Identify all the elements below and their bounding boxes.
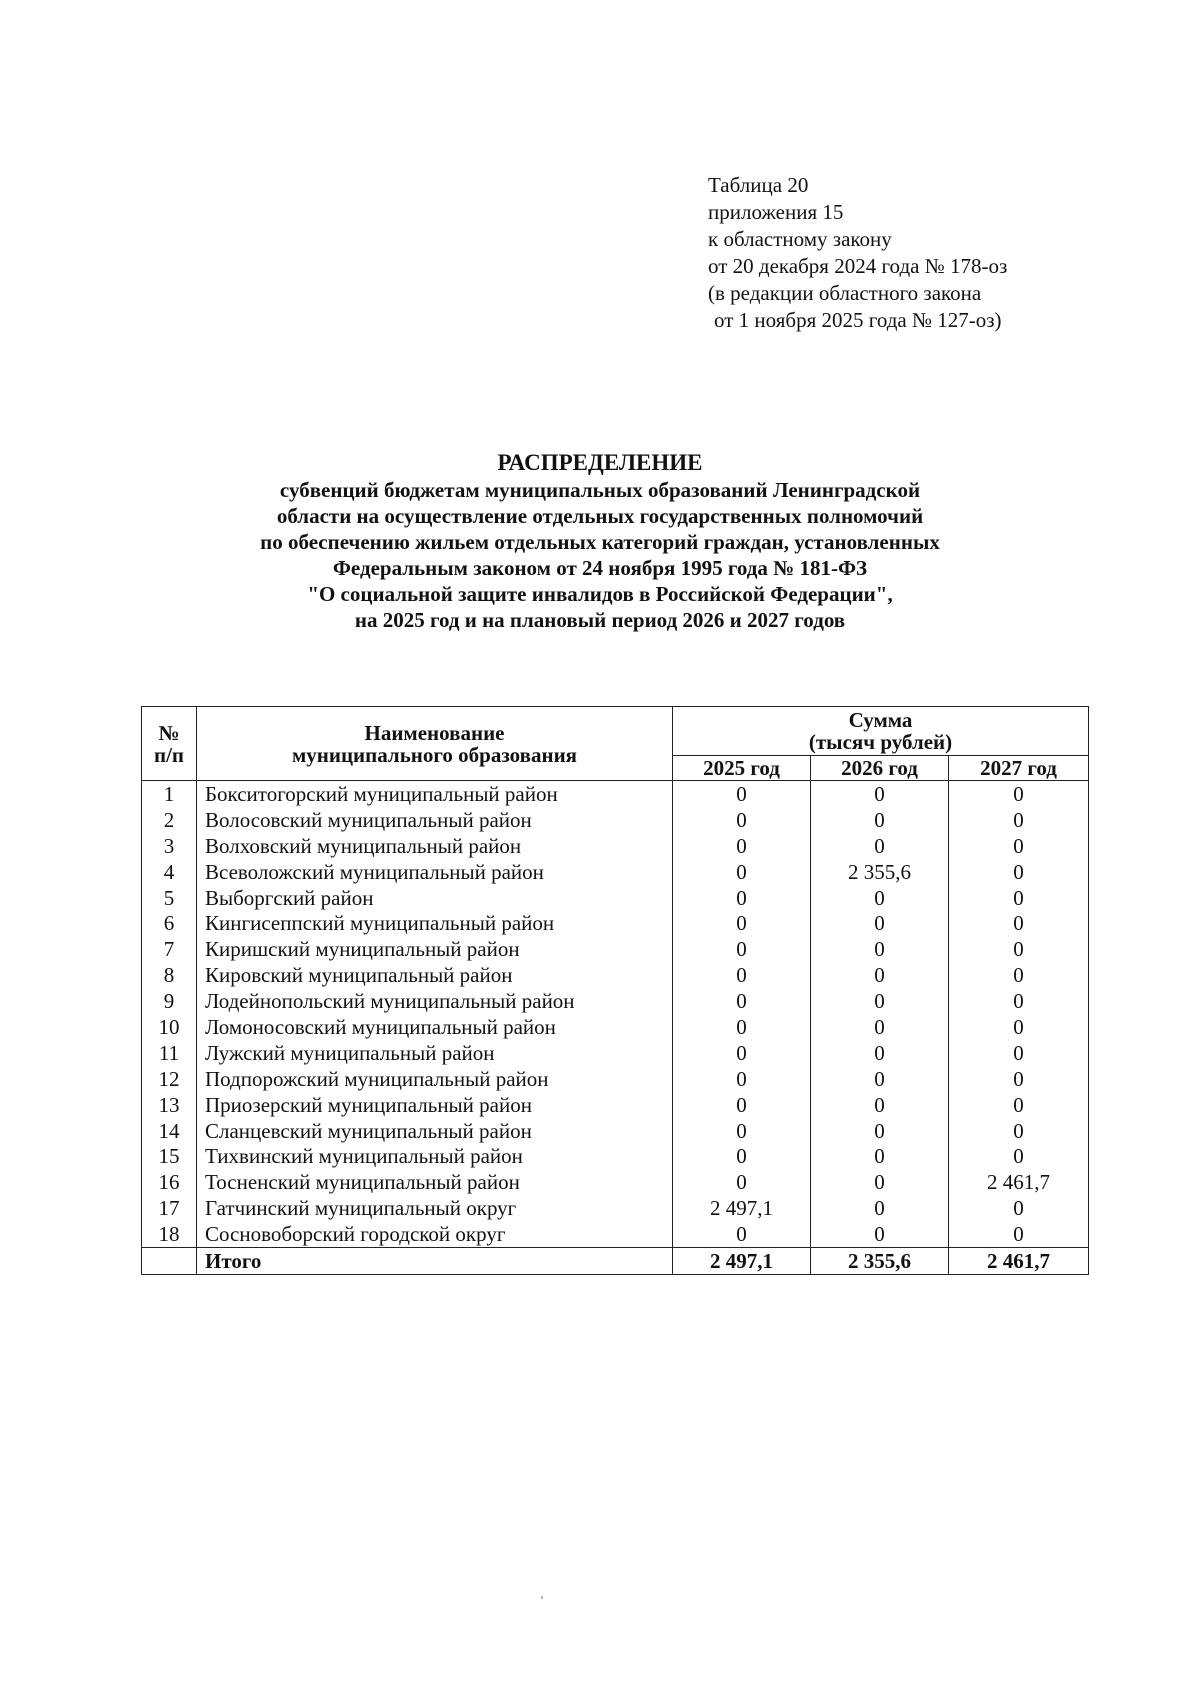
- row-sum-2027: 0: [949, 859, 1089, 885]
- row-sum-2026: 0: [811, 807, 949, 833]
- header-sum: [673, 707, 1089, 756]
- table-row: [142, 833, 1089, 859]
- row-sum-2026: 0: [811, 781, 949, 807]
- row-municipality: Тихвинский муниципальный район: [197, 1143, 673, 1169]
- table-row: [142, 781, 1089, 807]
- total-sum-2025: 2 497,1: [673, 1248, 811, 1275]
- total-number: [142, 1248, 197, 1275]
- row-municipality: Кингисеппский муниципальный район: [197, 910, 673, 936]
- row-number: 11: [142, 1040, 197, 1066]
- row-sum-2027: 0: [949, 833, 1089, 859]
- title-heading: РАСПРЕДЕЛЕНИЕ: [497, 450, 703, 475]
- row-sum-2027: 0: [949, 1092, 1089, 1118]
- row-sum-2027: 0: [949, 936, 1089, 962]
- table-row: [142, 1221, 1089, 1247]
- table-body: [142, 781, 1089, 1275]
- row-sum-2025: 0: [673, 1221, 811, 1247]
- row-municipality: Приозерский муниципальный район: [197, 1092, 673, 1118]
- title-line: субвенций бюджетам муниципальных образований Ленинградской: [279, 478, 921, 502]
- title-line: "О социальной защите инвалидов в Российской Федерации",: [307, 582, 893, 606]
- row-sum-2026: 0: [811, 988, 949, 1014]
- total-sum-2027: 2 461,7: [949, 1248, 1089, 1275]
- row-number: 1: [142, 781, 197, 807]
- row-sum-2027: 0: [949, 910, 1089, 936]
- row-municipality: Сосновоборский городской округ: [197, 1221, 673, 1247]
- row-sum-2026: 0: [811, 1169, 949, 1195]
- appendix-reference: [708, 172, 1007, 334]
- table-row: [142, 910, 1089, 936]
- appendix-line: от 20 декабря 2024 года № 178-оз: [708, 254, 1008, 278]
- table-row: [142, 1092, 1089, 1118]
- row-sum-2026: 0: [811, 833, 949, 859]
- row-sum-2025: 0: [673, 1092, 811, 1118]
- row-sum-2026: 0: [811, 885, 949, 911]
- appendix-line: (в редакции областного закона: [708, 281, 982, 305]
- row-number: 12: [142, 1066, 197, 1092]
- row-number: 3: [142, 833, 197, 859]
- row-number: 6: [142, 910, 197, 936]
- row-sum-2025: 0: [673, 1118, 811, 1144]
- header-year-2025: 2025 год: [673, 756, 811, 781]
- row-number: 2: [142, 807, 197, 833]
- row-sum-2025: 0: [673, 1143, 811, 1169]
- row-municipality: Лужский муниципальный район: [197, 1040, 673, 1066]
- row-number: 14: [142, 1118, 197, 1144]
- row-sum-2027: 0: [949, 1195, 1089, 1221]
- row-municipality: Волховский муниципальный район: [197, 833, 673, 859]
- row-sum-2027: 0: [949, 781, 1089, 807]
- title-line: области на осуществление отдельных государственных полномочий: [276, 504, 924, 528]
- row-number: 5: [142, 885, 197, 911]
- appendix-line: к областному закону: [708, 227, 892, 251]
- table-row: [142, 859, 1089, 885]
- distribution-table: [141, 706, 1089, 1275]
- row-sum-2025: 0: [673, 1169, 811, 1195]
- row-sum-2027: 0: [949, 1118, 1089, 1144]
- row-sum-2025: 0: [673, 833, 811, 859]
- row-sum-2027: 0: [949, 1143, 1089, 1169]
- row-sum-2027: 0: [949, 807, 1089, 833]
- row-sum-2026: 0: [811, 1014, 949, 1040]
- row-municipality: Подпорожский муниципальный район: [197, 1066, 673, 1092]
- scan-speck: [541, 1596, 543, 1599]
- row-sum-2025: 0: [673, 988, 811, 1014]
- row-sum-2025: 0: [673, 910, 811, 936]
- row-municipality: Киришский муниципальный район: [197, 936, 673, 962]
- row-sum-2025: 0: [673, 962, 811, 988]
- row-sum-2025: 0: [673, 859, 811, 885]
- table-row: [142, 1118, 1089, 1144]
- row-number: 10: [142, 1014, 197, 1040]
- header-municipality-line1: Наименование: [364, 720, 505, 745]
- document-title: [0, 450, 1200, 633]
- header-year-2026: 2026 год: [811, 756, 949, 781]
- row-number: 15: [142, 1143, 197, 1169]
- row-sum-2026: 0: [811, 1195, 949, 1221]
- row-sum-2026: 0: [811, 1066, 949, 1092]
- row-sum-2027: 0: [949, 988, 1089, 1014]
- row-sum-2025: 0: [673, 807, 811, 833]
- appendix-line: приложения 15: [708, 200, 844, 224]
- table-row: [142, 1014, 1089, 1040]
- row-sum-2026: 0: [811, 1040, 949, 1066]
- row-number: 8: [142, 962, 197, 988]
- row-sum-2025: 0: [673, 1040, 811, 1066]
- header-number-line1: №: [158, 720, 180, 745]
- appendix-line: от 1 ноября 2025 года № 127-оз): [714, 308, 1002, 332]
- row-number: 18: [142, 1221, 197, 1247]
- row-sum-2026: 0: [811, 1143, 949, 1169]
- row-sum-2027: 0: [949, 885, 1089, 911]
- row-sum-2026: 0: [811, 1221, 949, 1247]
- header-sum-line1: Сумма: [848, 708, 913, 732]
- row-sum-2025: 2 497,1: [673, 1195, 811, 1221]
- row-sum-2027: 0: [949, 1040, 1089, 1066]
- row-sum-2026: 2 355,6: [811, 859, 949, 885]
- row-municipality: Выборгский район: [197, 885, 673, 911]
- row-municipality: Тосненский муниципальный район: [197, 1169, 673, 1195]
- row-sum-2026: 0: [811, 1092, 949, 1118]
- row-sum-2026: 0: [811, 962, 949, 988]
- row-sum-2025: 0: [673, 781, 811, 807]
- row-sum-2025: 0: [673, 885, 811, 911]
- table-row: [142, 988, 1089, 1014]
- row-sum-2026: 0: [811, 1118, 949, 1144]
- appendix-line: Таблица 20: [708, 173, 809, 197]
- row-municipality: Волосовский муниципальный район: [197, 807, 673, 833]
- row-municipality: Ломоносовский муниципальный район: [197, 1014, 673, 1040]
- row-sum-2027: 0: [949, 1066, 1089, 1092]
- row-number: 16: [142, 1169, 197, 1195]
- table-row: [142, 885, 1089, 911]
- row-sum-2027: 0: [949, 1221, 1089, 1247]
- title-line: Федеральным законом от 24 ноября 1995 года № 181-ФЗ: [332, 556, 868, 580]
- row-municipality: Гатчинский муниципальный округ: [197, 1195, 673, 1221]
- row-sum-2025: 0: [673, 1066, 811, 1092]
- table-row: [142, 1143, 1089, 1169]
- table-row: [142, 1040, 1089, 1066]
- row-sum-2025: 0: [673, 1014, 811, 1040]
- row-municipality: Лодейнопольский муниципальный район: [197, 988, 673, 1014]
- row-municipality: Бокситогорский муниципальный район: [197, 781, 673, 807]
- row-number: 13: [142, 1092, 197, 1118]
- title-line: на 2025 год и на плановый период 2026 и 2027 годов: [354, 608, 846, 632]
- row-sum-2025: 0: [673, 936, 811, 962]
- header-number-line2: п/п: [153, 742, 185, 767]
- row-number: 9: [142, 988, 197, 1014]
- row-number: 4: [142, 859, 197, 885]
- row-sum-2026: 0: [811, 936, 949, 962]
- row-sum-2027: 2 461,7: [949, 1169, 1089, 1195]
- row-number: 7: [142, 936, 197, 962]
- total-label: Итого: [197, 1248, 673, 1275]
- header-municipality: [197, 707, 673, 781]
- table-row: [142, 936, 1089, 962]
- row-municipality: Сланцевский муниципальный район: [197, 1118, 673, 1144]
- header-municipality-line2: муниципального образования: [291, 742, 578, 767]
- table-row: [142, 1195, 1089, 1221]
- row-number: 17: [142, 1195, 197, 1221]
- row-sum-2026: 0: [811, 910, 949, 936]
- header-sum-line2: (тысяч рублей): [808, 730, 953, 754]
- title-line: по обеспечению жильем отдельных категорий граждан, установленных: [260, 530, 940, 554]
- total-row: [142, 1248, 1089, 1275]
- header-year-2027: 2027 год: [949, 756, 1089, 781]
- row-sum-2027: 0: [949, 962, 1089, 988]
- table-row: [142, 962, 1089, 988]
- table-row: [142, 1169, 1089, 1195]
- row-municipality: Всеволожский муниципальный район: [197, 859, 673, 885]
- header-number: [142, 707, 197, 781]
- row-sum-2027: 0: [949, 1014, 1089, 1040]
- total-sum-2026: 2 355,6: [811, 1248, 949, 1275]
- table-row: [142, 807, 1089, 833]
- row-municipality: Кировский муниципальный район: [197, 962, 673, 988]
- table-row: [142, 1066, 1089, 1092]
